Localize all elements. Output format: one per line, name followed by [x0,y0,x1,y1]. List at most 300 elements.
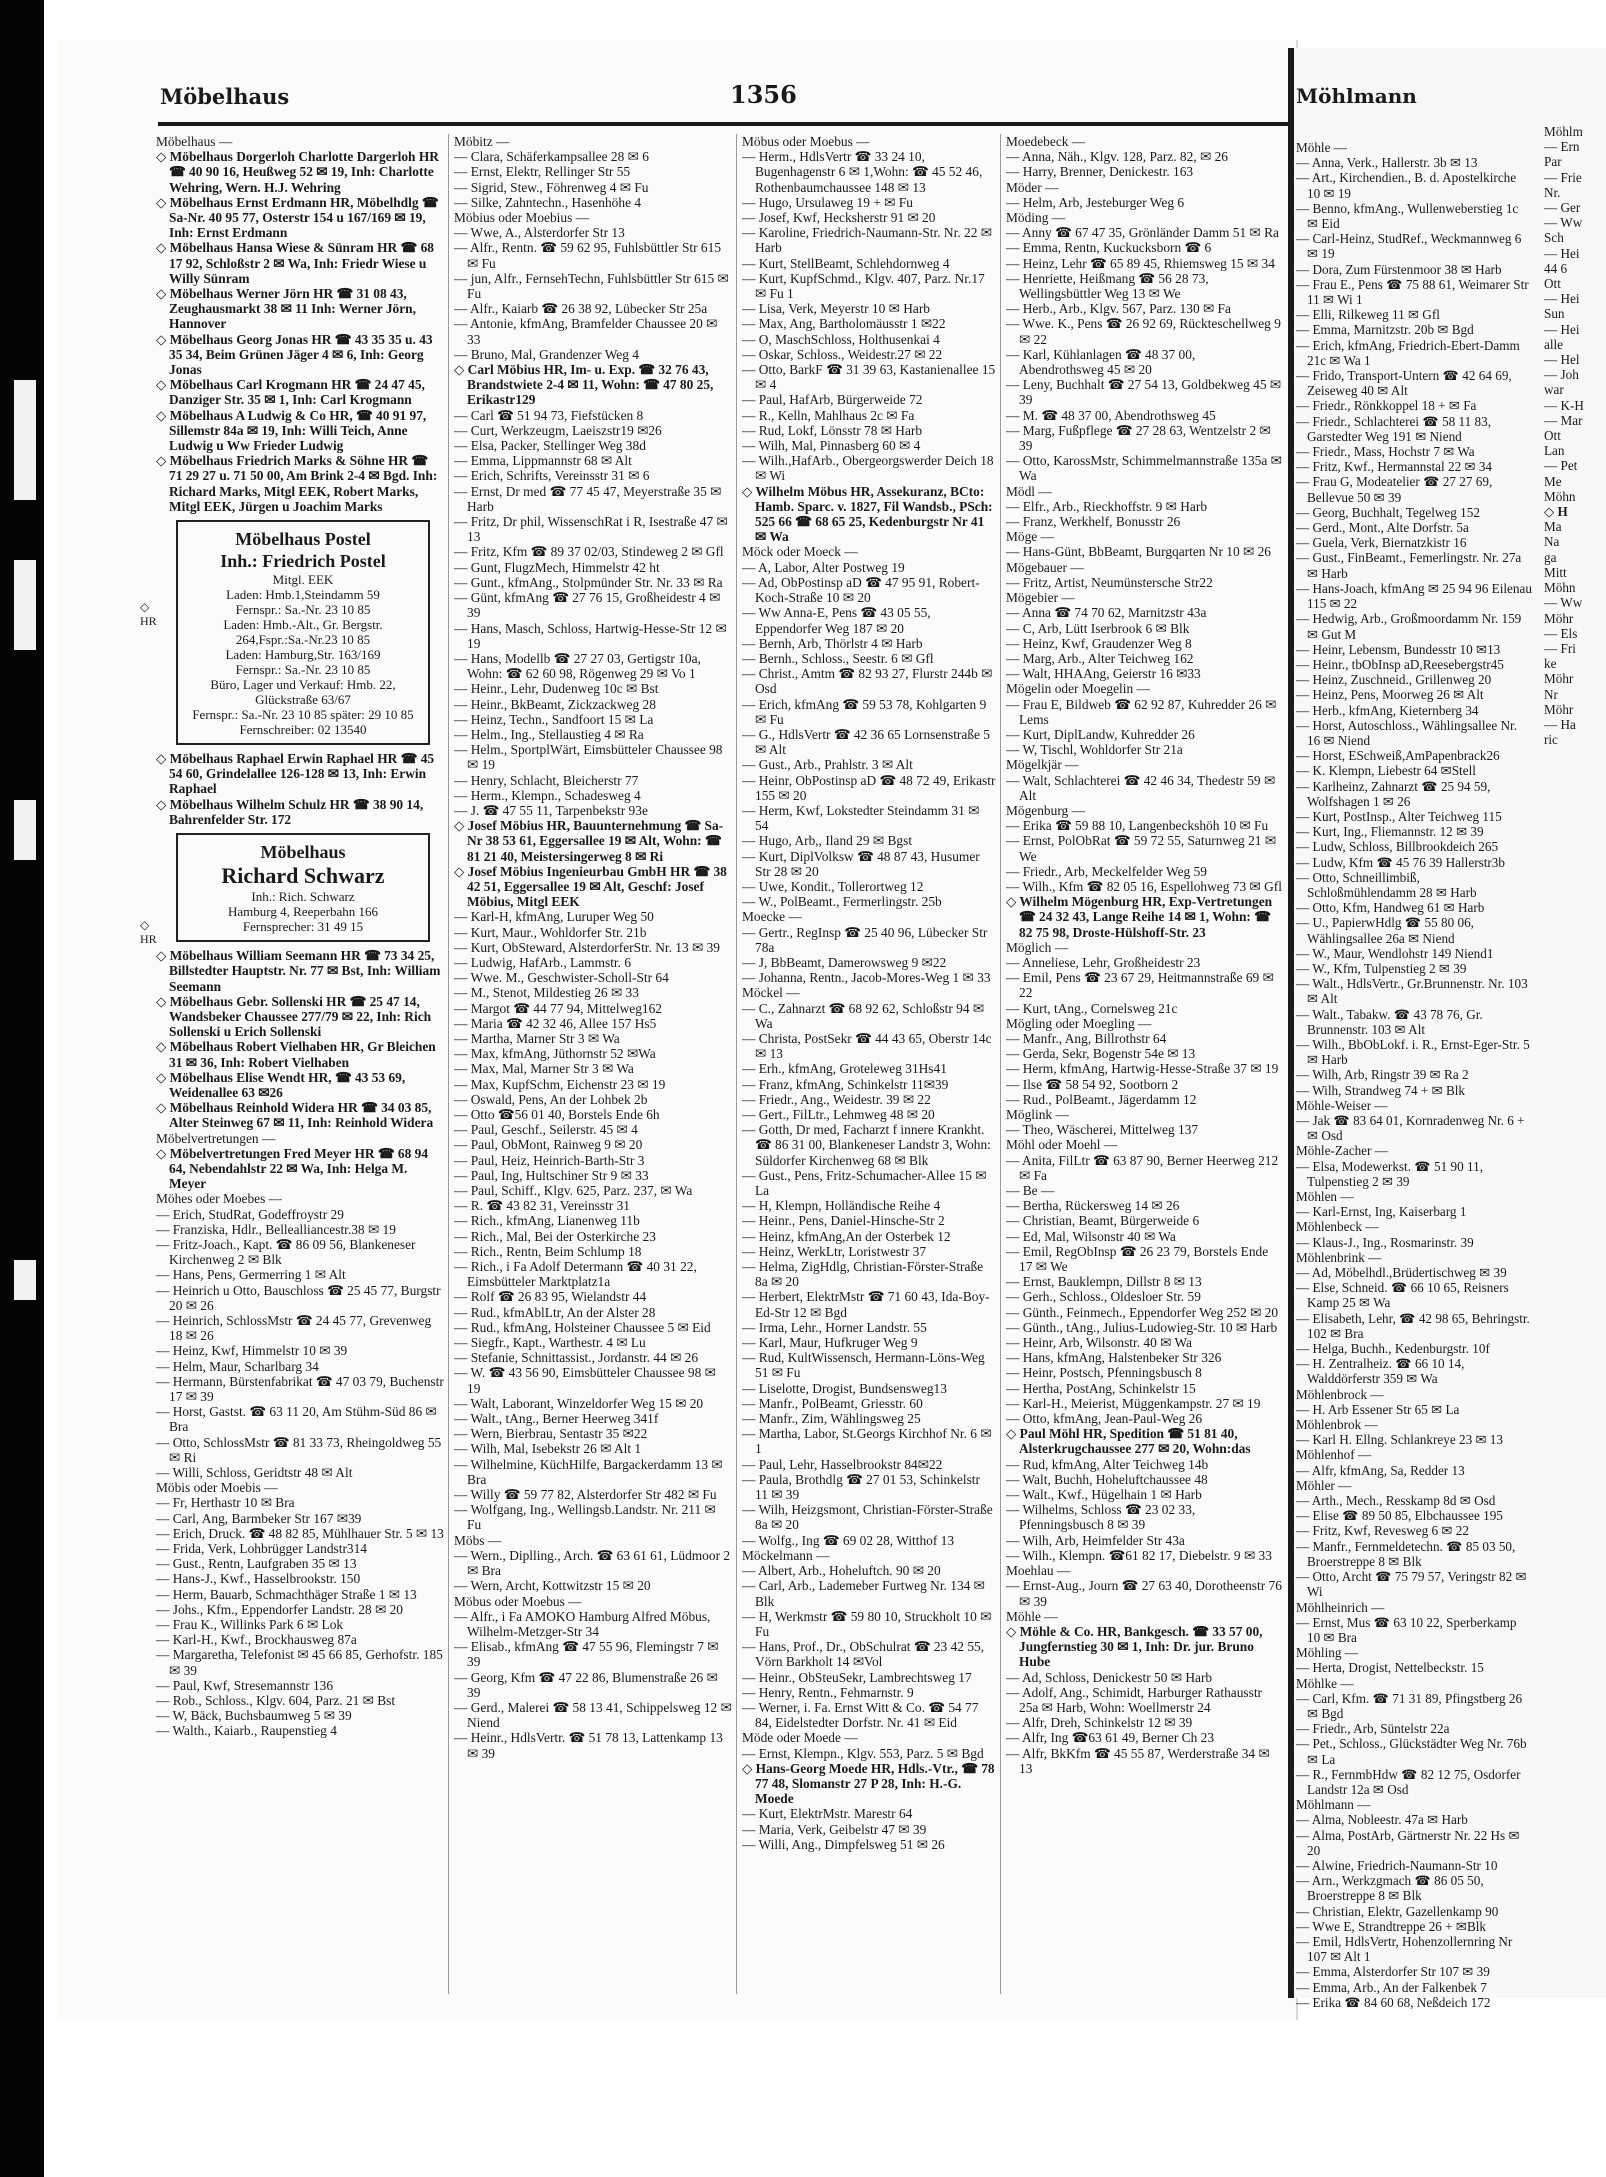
directory-entry: Nr [1544,686,1558,702]
directory-entry: — Karl, Maur, Hufkruger Weg 9 [742,1335,918,1351]
directory-entry: — Elfr., Arb., Rieckhoffstr. 9 ✉ Harb [1006,498,1208,514]
directory-entry: — Friedr., Arb, Süntelstr 22a [1296,1721,1450,1737]
directory-entry: ◇ Möbelhaus Dorgerloh Charlotte Dargerloh HR ☎ 40 90 16, Heußweg 52 ✉ 19, Inh: Charlotte Wehring, Wern. H.J. Wehring [156,149,439,195]
directory-entry: — Heinr, Lebensm, Bundesstr 10 ✉13 [1296,641,1501,657]
directory-entry: — Alfr., Kaiarb ☎ 26 38 92, Lübecker Str 25a [454,301,708,317]
column-1 [156,134,444,1994]
directory-entry: — Ad, Möbelhdl.,Brüdertischweg ✉ 39 [1296,1265,1507,1281]
directory-entry: ke [1544,656,1557,672]
directory-entry: — Franziska, Hdlr., Bellealliancestr.38 ✉ 19 [156,1221,396,1237]
directory-entry: — Gust., FinBeamt., Femerlingstr. Nr. 27a ✉ Harb [1296,550,1522,581]
directory-entry: Möhlm [1544,124,1583,139]
advert-line: Mitgl. EEK [272,572,334,588]
directory-entry: — Heinz, Pens, Moorweg 26 ✉ Alt [1296,687,1484,703]
directory-entry: ◇ Carl Möbius HR, Im- u. Exp. ☎ 32 76 43, Brandstwiete 2-4 ✉ 11, Wohn: ☎ 47 80 25, Erikastr129 [454,362,714,408]
directory-entry: — Herm, Kwf, Lokstedter Steindamm 31 ✉ 54 [742,802,980,834]
directory-entry: — Alma, Nobleestr. 47a ✉ Harb [1296,1812,1468,1828]
directory-entry: — Heinr., tbObInsp aD,Reesebergstr45 [1296,656,1504,672]
directory-entry: — Heinr., Pens, Daniel-Hinsche-Str 2 [742,1213,945,1229]
directory-entry: — Fritz, Dr phil, WissenschRat i R, Isestraße 47 ✉ 13 [454,514,728,545]
directory-entry: — Sigrid, Stew., Föhrenweg 4 ✉ Fu [454,179,649,195]
directory-entry: — Alfr, Ing ☎63 61 49, Berner Ch 23 [1006,1730,1215,1746]
advert-title: Möbelhaus [260,842,346,863]
directory-entry: — Helm, Maur, Scharlbarg 34 [156,1358,319,1374]
directory-entry: — Heinrich, SchlossMstr ☎ 24 45 77, Grevenweg 18 ✉ 26 [156,1312,432,1344]
edge-stripe [14,560,36,650]
directory-entry: — Gert., FilLtr., Lehmweg 48 ✉ 20 [742,1107,935,1122]
directory-entry: — Curt, Werkzeugm, Laeiszstr19 ✉26 [454,422,662,438]
directory-entry: — Be — [1006,1183,1055,1199]
directory-entry: — Anna, Verk., Hallerstr. 3b ✉ 13 [1296,155,1478,171]
directory-entry: — Hans-Joach, kfmAng ✉ 25 94 96 Eilenau 115 ✉ 22 [1296,580,1532,612]
directory-entry: — Max, kfmAng, Jüthornstr 52 ✉Wa [454,1046,656,1062]
directory-entry: — Wilh, Strandweg 74 + ✉ Blk [1296,1082,1465,1098]
directory-entry: — Heinz, kfmAng,An der Osterbek 12 [742,1228,951,1244]
page-number: 1356 [730,80,797,109]
directory-entry: — Bernh., Schloss., Seestr. 6 ✉ Gfl [742,650,934,666]
directory-entry: — Walth., Kaiarb., Raupenstieg 4 [156,1723,337,1739]
directory-entry: — Walt, Laborant, Winzeldorfer Weg 15 ✉ 20 [454,1395,704,1411]
margin-mark: ◇ HR [140,918,157,946]
directory-entry: Möhle-Weiser — [1296,1097,1388,1113]
directory-entry: — Kurt, StellBeamt, Schlehdornweg 4 [742,255,950,271]
directory-entry: — Heinr, Arb, Wilsonstr. 40 ✉ Wa [1006,1335,1192,1351]
directory-entry: — Else, Schneid. ☎ 66 10 65, Reisners Kamp 25 ✉ Wa [1296,1280,1509,1311]
directory-entry: Sun [1544,306,1565,322]
directory-entry: — Wilh, Arb, Heimfelder Str 43a [1006,1532,1185,1548]
directory-entry: — Kurt, tAng., Cornelsweg 21c [1006,1000,1178,1016]
directory-entry: — Bernh, Arb, Thörlstr 4 ✉ Harb [742,635,923,651]
col2-entries [454,134,732,1761]
directory-entry: — Otto, SchlossMstr ☎ 81 33 73, Rheingoldweg 55 ✉ Ri [156,1434,442,1465]
directory-entry: — Martha, Marner Str 3 ✉ Wa [454,1030,620,1046]
directory-entry: — Jak ☎ 83 64 01, Kornradenweg Nr. 6 + ✉ Osd [1296,1113,1525,1144]
edge-stripe [14,380,36,500]
col3-entries [742,134,996,1852]
directory-entry: — Max, Mal, Marner Str 3 ✉ Wa [454,1061,634,1077]
directory-entry: — Friedr., Ang., Weidestr. 39 ✉ 22 [742,1091,931,1107]
directory-entry: — Alfr, Dreh, Schinkelstr 12 ✉ 39 [1006,1715,1193,1731]
directory-entry: — Maria ☎ 42 32 46, Allee 157 Hs5 [454,1015,657,1031]
advert-line: Fernschreiber: 02 13540 [239,722,367,738]
directory-entry: — Ludw, Kfm ☎ 45 76 39 Hallerstr3b [1296,854,1505,870]
directory-entry: — Anita, FilLtr ☎ 63 87 90, Berner Heerweg 212 ✉ Fa [1006,1152,1279,1183]
directory-entry: — Günth., Feinmech., Eppendorfer Weg 252 ✉ 20 [1006,1304,1279,1320]
directory-entry: — Bruno, Mal, Grandenzer Weg 4 [454,346,639,362]
directory-entry: ◇ Hans-Georg Moede HR, Hdls.-Vtr., ☎ 78 77 48, Slomanstr 27 P 28, Inh: H.-G. Moede [742,1760,995,1807]
directory-entry: — Gerh., Schloss., Oldesloer Str. 59 [1006,1289,1201,1305]
directory-entry: — Fr, Herthastr 10 ✉ Bra [156,1495,295,1511]
directory-entry: — Rich., i Fa Adolf Determann ☎ 40 31 22, Eimsbütteler Marktplatz1a [454,1259,697,1290]
directory-entry: ◇ Möbelhaus Wilhelm Schulz HR ☎ 38 90 14, Bahrenfelder Str. 172 [156,796,424,827]
directory-entry: — Rud., kfmAng, Holsteiner Chaussee 5 ✉ Eid [454,1319,711,1335]
directory-entry: — Erich, kfmAng ☎ 59 53 78, Kohlgarten 9 ✉ Fu [742,696,987,727]
directory-entry: — Carl, Kfm. ☎ 71 31 89, Pfingstberg 26 ✉ Bgd [1296,1690,1523,1721]
directory-entry: — G., HdlsVertr ☎ 42 36 65 Lornsenstraße 5 ✉ Alt [742,726,991,758]
directory-entry: — Ger [1544,200,1581,216]
directory-entry: — M., Stenot, Mildestieg 26 ✉ 33 [454,985,639,1001]
directory-entry: — H. Arb Essener Str 65 ✉ La [1296,1401,1460,1417]
directory-entry: — Stefanie, Schnittassist., Jordanstr. 44 ✉ 26 [454,1350,699,1366]
directory-entry: — Paul, Heiz, Heinrich-Barth-Str 3 [454,1152,645,1168]
directory-entry: — Erich, StudRat, Godeffroystr 29 [156,1206,344,1222]
directory-entry: — Walt., Tabakw. ☎ 43 78 76, Gr. Brunnenstr. 103 ✉ Alt [1296,1006,1483,1037]
directory-entry: — Ernst, Klempn., Klgv. 553, Parz. 5 ✉ Bgd [742,1745,984,1761]
directory-entry: Moecke — [742,909,802,925]
directory-entry: ◇ Wilhelm Mögenburg HR, Exp-Vertretungen ☎ 24 32 43, Lange Reihe 14 ✉ 1, Wohn: ☎ 82 75 98, Droste-Hülshoff-Str. 23 [1006,894,1273,940]
directory-entry: — Friedr., Mass, Hochstr 7 ✉ Wa [1296,444,1475,460]
directory-entry: — Gust., Arb., Prahlstr. 3 ✉ Alt [742,757,913,773]
directory-entry: — W., Kfm, Tulpenstieg 2 ✉ 39 [1296,960,1467,976]
directory-entry: — Gust., Pens, Fritz-Schumacher-Allee 15 ✉ La [742,1167,987,1199]
advert-title: Möbelhaus Postel [235,529,371,550]
advert-postel [176,520,430,745]
directory-entry: — Herta, Drogist, Nettelbeckstr. 15 [1296,1660,1484,1676]
directory-entry: — Martha, Labor, St.Georgs Kirchhof Nr. 6 ✉ 1 [742,1426,992,1457]
directory-entry: Ma [1544,519,1562,535]
directory-entry: ◇ H [1544,504,1568,520]
directory-entry: — Hei [1544,291,1580,307]
directory-entry: — Elsa, Modewerkst. ☎ 51 90 11, Tulpenstieg 2 ✉ 39 [1296,1158,1483,1189]
directory-entry: — Heinr, Postsch, Pfenningsbusch 8 [1006,1365,1202,1381]
directory-entry: — Leny, Buchhalt ☎ 27 54 13, Goldbekweg 45 ✉ 39 [1006,377,1282,408]
directory-entry: — Friedr., Arb, Meckelfelder Weg 59 [1006,863,1207,879]
directory-entry: — Hans, kfmAng, Halstenbeker Str 326 [1006,1350,1222,1366]
directory-entry: — Ed, Mal, Wilsonstr 40 ✉ Wa [1006,1228,1176,1244]
directory-entry: Möbelvertretungen — [156,1130,276,1146]
directory-entry: — Wwe, A., Alsterdorfer Str 13 [454,225,625,241]
directory-entry: — Walt, Schlachterei ☎ 42 46 34, Thedestr 59 ✉ Alt [1006,772,1276,803]
directory-entry: — Karl, Kühlanlagen ☎ 48 37 00, Abendrothsweg 45 ✉ 20 [1006,346,1196,378]
directory-entry: — Ad, ObPostinsp aD ☎ 47 95 91, Robert-Koch-Straße 10 ✉ 20 [742,574,980,606]
directory-entry: — Anneliese, Lehr, Großheidestr 23 [1006,954,1201,970]
directory-entry: — Theo, Wäscherei, Mittelweg 137 [1006,1122,1199,1138]
directory-entry: — Fri [1544,640,1576,656]
directory-entry: — Erika ☎ 84 60 68, Neßdeich 172 [1296,1994,1491,2010]
directory-entry: — Guela, Verk, Biernatzkistr 16 [1296,535,1467,551]
directory-entry: — Albert, Arb., Hoheluftch. 90 ✉ 20 [742,1563,941,1579]
directory-entry: Möglink — [1006,1107,1069,1122]
directory-entry: — Gunt, FlugzMech, Himmelstr 42 ht [454,559,660,575]
directory-entry: — Frau E, Bildweb ☎ 62 92 87, Kuhredder 26 ✉ Lems [1006,696,1277,727]
advert-line: Laden: Hamburg,Str. 163/169 [225,647,381,663]
directory-entry: — Henry, Rentn., Fehmarnstr. 9 [742,1684,914,1700]
advert-line: Fernsprecher: 31 49 15 [242,919,364,935]
directory-entry: — Carl-Heinz, StudRef., Weckmannweg 6 ✉ 19 [1296,231,1522,262]
directory-entry: — Paul, Geschf., Seilerstr. 45 ✉ 4 [454,1122,638,1138]
directory-entry: Mitt [1544,564,1567,580]
directory-entry: — Ludwig, HafArb., Lammstr. 6 [454,954,632,970]
directory-entry: — Liselotte, Drogist, Bundsensweg13 [742,1380,947,1396]
directory-entry: — Maria, Verk, Geibelstr 47 ✉ 39 [742,1821,927,1837]
directory-entry: — R., Kelln, Mahlhaus 2c ✉ Fa [742,407,915,423]
advert-lines [186,572,420,737]
directory-entry: — W. ☎ 43 56 90, Eimsbütteler Chaussee 98 ✉ 19 [454,1365,716,1396]
directory-entry: — Carl ☎ 51 94 73, Fiefstücken 8 [454,407,644,423]
directory-entry: — Elisab., kfmAng ☎ 47 55 96, Flemingstr 7 ✉ 39 [454,1639,719,1670]
advert-schwarz [176,833,430,942]
directory-entry: Mödl — [1006,483,1052,499]
directory-entry: — Fritz, Artist, Neumünstersche Str22 [1006,574,1213,590]
advert-line: Hamburg 4, Reeperbahn 166 [228,904,378,920]
directory-entry: — Hei [1544,245,1580,261]
directory-entry: Ott [1544,276,1561,292]
column-divider [736,134,737,1994]
directory-entry: — Otto, Archt ☎ 75 79 57, Veringstr 82 ✉ Wi [1296,1569,1527,1600]
directory-entry: — Wilhelmine, KüchHilfe, Bargackerdamm 13 ✉ Bra [454,1456,723,1487]
directory-entry: Möhlheinrich — [1296,1599,1385,1615]
directory-entry: — O, MaschSchloss, Holthusenkai 4 [742,331,940,347]
directory-entry: — Josef, Kwf, Hecksherstr 91 ✉ 20 [742,210,936,226]
directory-entry: — Margot ☎ 44 77 94, Mittelweg162 [454,1000,662,1016]
directory-entry: — Marg, Arb., Alter Teichweg 162 [1006,650,1194,666]
directory-entry: — Anna, Näh., Klgv. 128, Parz. 82, ✉ 26 [1006,149,1228,165]
directory-entry: — Heinz, Kwf, Himmelstr 10 ✉ 39 [156,1343,348,1359]
directory-entry: — Rolf ☎ 26 83 95, Wielandstr 44 [454,1289,647,1305]
directory-entry: — Christa, PostSekr ☎ 44 43 65, Oberstr 14c ✉ 13 [742,1030,992,1062]
directory-entry: — Carl, Ang, Barmbeker Str 167 ✉39 [156,1510,362,1526]
directory-entry: — Arn., Werkzgmach ☎ 86 05 50, Broerstreppe 8 ✉ Blk [1296,1873,1484,1904]
directory-entry: Möbus oder Moebus — [454,1593,582,1609]
directory-entry: ◇ Möbelhaus Reinhold Widera HR ☎ 34 03 85, Alter Steinweg 67 ✉ 11, Inh: Reinhold Widera [156,1100,434,1131]
directory-entry: — W, Tischl, Wohldorfer Str 21a [1006,742,1183,758]
directory-entry: — Walt, HHAAng, Geierstr 16 ✉33 [1006,666,1201,682]
directory-entry: — Willi, Ang., Dimpfelsweg 51 ✉ 26 [742,1836,945,1852]
directory-entry: Möhn [1544,580,1576,596]
directory-entry: — Max, Ang, Bartholomäusstr 1 ✉22 [742,316,946,332]
directory-entry: — J. ☎ 47 55 11, Tarpenbekstr 93e [454,802,648,818]
directory-entry: — Anny ☎ 67 47 35, Grönländer Damm 51 ✉ Ra [1006,225,1279,241]
directory-entry: Nr. [1544,184,1561,200]
directory-entry: — Ha [1544,716,1576,732]
directory-entry: — Alfr., i Fa AMOKO Hamburg Alfred Möbus, Wilhelm-Metzger-Str 34 [454,1608,711,1639]
directory-entry: ◇ Möbelhaus Werner Jörn HR ☎ 31 08 43, Zeughausmarkt 38 ✉ 11 Inh: Werner Jörn, Hannover [156,286,416,332]
directory-entry: — Wern, Archt, Kottwitzstr 15 ✉ 20 [454,1578,651,1594]
directory-entry: ◇ Möbelhaus Georg Jonas HR ☎ 43 35 35 u. 43 35 34, Beim Grünen Jäger 4 ✉ 6, Inh: Georg Jonas [156,331,433,378]
column-divider [448,134,449,1994]
column-4 [1006,134,1282,1994]
directory-entry: — Frie [1544,169,1582,185]
directory-entry: — Erh., kfmAng, Groteleweg 31Hs41 [742,1061,947,1077]
directory-entry: Möbis oder Moebis — [156,1480,278,1496]
directory-entry: Möhr [1544,610,1574,626]
directory-entry: — Henry, Schlacht, Bleicherstr 77 [454,772,639,788]
directory-entry: — Heinr, ObPostinsp aD ☎ 48 72 49, Erikastr 155 ✉ 20 [742,772,996,803]
directory-entry: Möhle — [1296,140,1347,155]
directory-entry: — Heinr., Lehr, Dudenweg 10c ✉ Bst [454,681,659,697]
directory-entry: — Günt, kfmAng ☎ 27 76 15, Großheidestr 4 ✉ 39 [454,590,721,621]
directory-entry: — Paula, Brothdlg ☎ 27 01 53, Schinkelstr 11 ✉ 39 [742,1471,980,1503]
directory-entry: Möbs — [454,1532,502,1548]
directory-entry: — H, Klempn, Holländische Reihe 4 [742,1198,941,1214]
directory-entry: Möhle — [1006,1608,1058,1624]
directory-entry: — Adolf, Ang., Schimidt, Harburger Rathausstr 25a ✉ Harb, Wohn: Woellmerstr 24 [1006,1684,1263,1715]
directory-entry: — Helm., Ing., Stellaustieg 4 ✉ Ra [454,726,644,742]
directory-entry: — Heinz, Techn., Sandfoort 15 ✉ La [454,711,654,727]
directory-entry: — Elli, Rilkeweg 11 ✉ Gfl [1296,307,1440,323]
directory-entry: — Kurt, Ing., Fliemannstr. 12 ✉ 39 [1296,824,1484,840]
directory-entry: — Paul, ObMont, Rainweg 9 ✉ 20 [454,1137,643,1153]
directory-entry: — Clara, Schäferkampsallee 28 ✉ 6 [454,149,649,165]
directory-entry: — Siegfr., Kapt., Warthestr. 4 ✉ Lu [454,1335,646,1351]
directory-entry: — Christian, Elektr, Gazellenkamp 90 [1296,1903,1499,1919]
directory-entry: — Ww Anna-E, Pens ☎ 43 05 55, Eppendorfer Weg 187 ✉ 20 [742,605,931,636]
directory-entry: — Herm, kfmAng, Hartwig-Hesse-Straße 37 ✉ 19 [1006,1061,1279,1077]
directory-entry: — Manfr., Ang, Billrothstr 64 [1006,1030,1167,1046]
directory-entry: — Hedwig, Arb., Großmoordamm Nr. 159 ✉ Gut M [1296,611,1522,642]
directory-entry: — Paul, Lehr, Hasselbrookstr 84✉22 [742,1456,943,1472]
directory-entry: 44 6 [1544,260,1568,276]
directory-entry: — Herm., Klempn., Schadesweg 4 [454,787,641,803]
directory-entry: — Heinr., HdlsVertr. ☎ 51 78 13, Lattenkamp 13 ✉ 39 [454,1730,723,1761]
edge-stripe [14,800,36,860]
directory-entry: — Dora, Zum Fürstenmoor 38 ✉ Harb [1296,261,1502,277]
directory-entry: — Wilh.,HafArb., Obergeorgswerder Deich 18 ✉ Wi [742,453,994,484]
directory-entry: — Alfr., Rentn. ☎ 59 62 95, Fuhlsbüttler Str 615 ✉ Fu [454,240,722,271]
directory-entry: Möbus oder Moebus — [742,134,870,149]
directory-entry: — Herb., kfmAng, Kieternberg 34 [1296,702,1479,718]
directory-entry: ◇ Wilhelm Möbus HR, Assekuranz, BCto: Hamb. Sparc. v. 1827, Fil Wandsb., PSch: 525 66 ☎ 68 65 25, Kedenburgstr Nr 41 ✉ Wa [742,483,993,545]
directory-entry: — Walt, Buchh, Hoheluftchaussee 48 [1006,1471,1208,1487]
directory-entry: ga [1544,549,1557,565]
directory-entry: — Manfr., PolBeamt, Griesstr. 60 [742,1395,923,1411]
directory-entry: Möhlen — [1296,1189,1354,1205]
directory-entry: — Frau E., Pens ☎ 75 88 61, Weimarer Str 11 ✉ Wi 1 [1296,276,1529,308]
directory-entry: — Elsa, Packer, Stellinger Weg 38d [454,438,646,454]
scanner-edge [0,0,44,2177]
directory-entry: — Gerd., Malerei ☎ 58 13 41, Schippelsweg 12 ✉ Niend [454,1699,732,1731]
directory-entry: — Paul, Schiff., Klgv. 625, Parz. 237, ✉ Wa [454,1183,693,1199]
directory-entry: — Herm., HdlsVertr ☎ 33 24 10, Bugenhagenstr 6 ✉ 1,Wohn: ☎ 45 52 46, Rothenbaumchaussee 148 ✉ 13 [742,149,983,195]
directory-entry: Sch [1544,230,1564,246]
directory-entry: Möhlenbrink — [1296,1249,1382,1265]
directory-entry: — Emil, HdlsVertr, Hohenzollernring Nr 107 ✉ Alt 1 [1296,1933,1513,1965]
directory-entry: — Emma, Marnitzstr. 20b ✉ Bgd [1296,322,1474,338]
directory-entry: — Gunt., kfmAng., Stolpmünder Str. Nr. 33 ✉ Ra [454,574,723,590]
directory-entry: — Pet., Schloss., Glückstädter Weg Nr. 76b ✉ La [1296,1736,1527,1767]
facing-col1-entries [1296,140,1532,2010]
column-divider [1000,134,1001,1994]
directory-entry: — Ernst-Aug., Journ ☎ 27 63 40, Dorotheenstr 76 ✉ 39 [1006,1578,1282,1609]
directory-entry: — Gust., Rentn, Laufgraben 35 ✉ 13 [156,1556,357,1572]
directory-entry: — Kurt, Maur., Wohldorfer Str. 21b [454,924,647,940]
directory-entry: — Werner, i. Fa. Ernst Witt & Co. ☎ 54 77 84, Eidelstedter Dorfstr. Nr. 41 ✉ Eid [742,1699,979,1731]
directory-entry: — Hans, Pens, Germerring 1 ✉ Alt [156,1267,346,1283]
directory-entry: — Karl H. Ellng. Schlankreye 23 ✉ 13 [1296,1432,1503,1448]
directory-entry: — Wilh, Heizgsmont, Christian-Förster-Straße 8a ✉ 20 [742,1502,993,1533]
directory-entry: — Heinz, Zuschneid., Grillenweg 20 [1296,672,1492,688]
directory-entry: — Herbert, ElektrMstr ☎ 71 60 43, Ida-Boy-Ed-Str 12 ✉ Bgd [742,1289,990,1320]
directory-entry: — Hei [1544,321,1580,337]
directory-entry: — Anna ☎ 74 70 62, Marnitzstr 43a [1006,605,1207,621]
directory-entry: Möhlenbeck — [1296,1219,1379,1235]
directory-entry: Möhes oder Moebes — [156,1191,283,1207]
directory-entry: — Heinr., ObSteuSekr, Lambrechtsweg 17 [742,1669,972,1685]
directory-entry: Möbius oder Moebius — [454,210,590,226]
directory-entry: — Wilh., BbObLokf. i. R., Ernst-Eger-Str. 5 ✉ Harb [1296,1036,1530,1068]
directory-entry: — Elisabeth, Lehr, ☎ 42 98 65, Behringstr. 102 ✉ Bra [1296,1310,1530,1341]
directory-entry: ◇ Josef Möbius Ingenieurbau GmbH HR ☎ 38 42 51, Eggersallee 19 ✉ Alt, Geschf: Josef Möbius, Mitgl EEK [454,863,727,910]
directory-entry: — Heinz, Kwf, Graudenzer Weg 8 [1006,635,1192,651]
directory-entry: — C., Zahnarzt ☎ 68 92 62, Schloßstr 94 ✉ Wa [742,1000,985,1031]
directory-entry: Möckelmann — [742,1547,830,1563]
directory-entry: — Herm, Bauarb, Schmachthäger Straße 1 ✉ 13 [156,1586,417,1602]
directory-entry: — Georg, Kfm ☎ 47 22 86, Blumenstraße 26 ✉ 39 [454,1669,718,1700]
directory-entry: — Rud., kfmAblLtr, An der Alster 28 [454,1304,656,1320]
directory-entry: — Margaretha, Telefonist ✉ 45 66 85, Gerhofstr. 185 ✉ 39 [156,1647,443,1678]
directory-entry: Me [1544,473,1562,489]
directory-entry: — Erich, Schrifts, Vereinsstr 31 ✉ 6 [454,468,650,484]
directory-entry: Möhr [1544,671,1574,687]
directory-entry: — H. Zentralheiz. ☎ 66 10 14, Walddörferstr 359 ✉ Wa [1296,1356,1465,1387]
directory-entry: ◇ Paul Möhl HR, Spedition ☎ 51 81 40, Alsterkrugchaussee 277 ✉ 20, Wohn:das [1006,1426,1251,1457]
directory-entry: — Erich, kfmAng, Friedrich-Ebert-Damm 21c ✉ Wa 1 [1296,337,1520,368]
directory-entry: — Otto, Schneillimbiß, Schloßmühlendamm 28 ✉ Harb [1296,869,1477,900]
directory-entry: ◇ Möbelhaus Elise Wendt HR, ☎ 43 53 69, Weidenallee 63 ✉26 [156,1069,406,1100]
directory-entry: — Carl, Arb., Lademeber Furtweg Nr. 134 ✉ Blk [742,1578,985,1609]
directory-entry: — Benno, kfmAng., Wullenweberstieg 1c ✉ Eid [1296,200,1519,232]
directory-entry: — Joh [1544,367,1579,383]
directory-entry: ◇ Möbelhaus Robert Vielhaben HR, Gr Bleichen 31 ✉ 36, Inh: Robert Vielhaben [156,1039,436,1070]
directory-entry: Möge — [1006,529,1054,545]
directory-entry: — Heinr., BkBeamt, Zickzackweg 28 [454,696,656,712]
directory-entry: — Wilh, Mal, Isebekstr 26 ✉ Alt 1 [454,1441,642,1457]
directory-entry: — Erika ☎ 59 88 10, Langenbeckshöh 10 ✉ Fu [1006,818,1269,834]
directory-entry: — Herb., Arb., Klgv. 567, Parz. 130 ✉ Fa [1006,301,1231,317]
directory-entry: Ott [1544,428,1561,444]
directory-entry: — Rich., Rentn, Beim Schlump 18 [454,1243,642,1259]
directory-entry: Möckel — [742,985,800,1001]
directory-entry: — Frau G, Modeatelier ☎ 27 27 69, Bellevue 50 ✉ 39 [1296,474,1493,505]
directory-entry: — Horst, ESchweiß,AmPapenbrack26 [1296,748,1500,764]
directory-entry: — Frau K., Willinks Park 6 ✉ Lok [156,1617,344,1633]
directory-entry: — Pet [1544,458,1578,474]
directory-entry: — Harry, Brenner, Denickestr. 163 [1006,164,1194,180]
directory-entry: — K-H [1544,397,1584,413]
directory-entry: — Ernst, Bauklempn, Dillstr 8 ✉ 13 [1006,1274,1202,1290]
column-2 [454,134,732,1994]
directory-entry: — M. ☎ 48 37 00, Abendrothsweg 45 [1006,407,1216,423]
directory-entry: — Manfr., Fernmeldetechn. ☎ 85 03 50, Broerstreppe 8 ✉ Blk [1296,1538,1516,1569]
directory-entry: — Hermann, Bürstenfabrikat ☎ 47 03 79, Buchenstr 17 ✉ 39 [156,1373,444,1404]
directory-entry: — Wilh., Klempn. ☎61 82 17, Diebelstr. 9 ✉ 33 [1006,1547,1272,1563]
directory-entry: — Frida, Verk, Lohbrügger Landstr314 [156,1541,367,1557]
directory-entry: Par [1544,154,1562,170]
col4-entries [1006,134,1282,1776]
directory-entry: ◇ Möbelhaus William Seemann HR ☎ 73 34 25, Billstedter Hauptstr. Nr. 77 ✉ Bst, Inh: William Seemann [156,948,441,994]
directory-entry: — Helma, ZigHdlg, Christian-Förster-Straße 8a ✉ 20 [742,1259,984,1290]
directory-entry: — Christian, Beamt, Bürgerweide 6 [1006,1213,1200,1229]
directory-entry: alle [1544,336,1564,352]
directory-entry: — Klaus-J., Ing., Rosmarinstr. 39 [1296,1234,1474,1250]
directory-entry: — Kurt, KupfSchmd., Klgv. 407, Parz. Nr.17 ✉ Fu 1 [742,270,985,302]
col1-entries-c [156,948,444,1739]
directory-entry: — Karl-H., Meierist, Müggenkampstr. 27 ✉ 19 [1006,1395,1261,1411]
directory-entry: — Emma, Rentn, Kuckucksborn ☎ 6 [1006,240,1212,256]
directory-entry: — Emil, RegObInsp ☎ 26 23 79, Borstels Ende 17 ✉ We [1006,1243,1269,1275]
directory-entry: ◇ Möbelhaus A Ludwig & Co HR, ☎ 40 91 97, Sillemstr 84a ✉ 19, Inh: Willi Teich, Anne Ludwig u Ww Frieder Ludwig [156,407,427,454]
directory-entry: — Bertha, Rückersweg 14 ✉ 26 [1006,1198,1180,1214]
advert-line: Inh.: Rich. Schwarz [251,889,355,905]
directory-entry: — Willi, Schloss, Geridtstr 48 ✉ Alt [156,1465,353,1480]
directory-entry: — Hans, Prof., Dr., ObSchulrat ☎ 23 42 55, Vörn Barkholt 14 ✉Vol [742,1639,985,1670]
directory-entry: — Ernst, Mus ☎ 63 10 22, Sperberkamp 10 ✉ Bra [1296,1614,1517,1645]
directory-entry: — W, Bäck, Buchsbaumweg 5 ✉ 39 [156,1708,352,1724]
directory-entry: — Kurt, ElektrMstr. Marestr 64 [742,1806,913,1822]
directory-entry: — C, Arb, Lütt Iserbrook 6 ✉ Blk [1006,620,1190,636]
directory-entry: — Wilhelms, Schloss ☎ 23 02 33, Pfenningsbusch 8 ✉ 39 [1006,1502,1196,1533]
directory-entry: — Otto, kfmAng, Jean-Paul-Weg 26 [1006,1411,1203,1427]
